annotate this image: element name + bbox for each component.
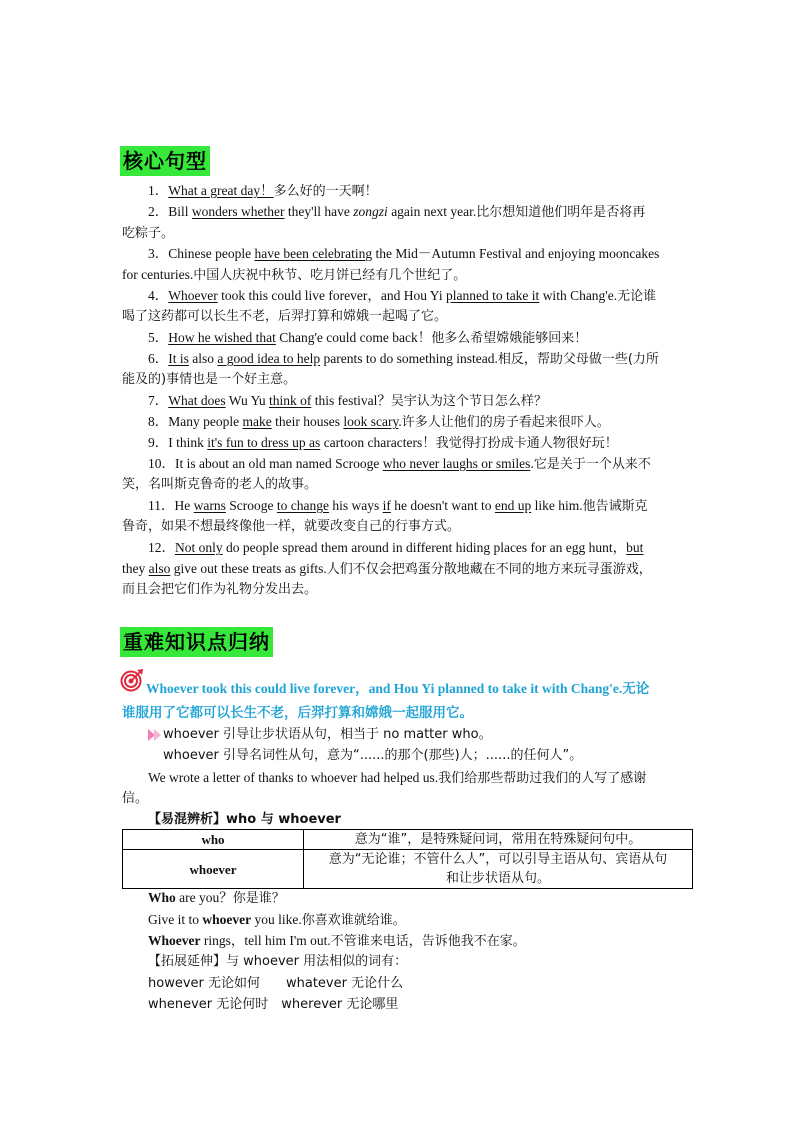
sentence-3: 3．Chinese people have been celebrating the Mid－Autumn Festival and enjoying mooncakes [148,246,660,261]
sentence-10: 10．It is about an old man named Scrooge who never laughs or smiles.它是关于一个从来不 [148,456,651,472]
extend-row-1: however 无论如何 whatever 无论什么 [148,976,404,991]
sentence-3-cont: for centuries.中国人庆祝中秋节、吃月饼已经有几个世纪了。 [122,267,467,283]
sentence-5: 5．How he wished that Chang'e could come back！他多么希望嫦娥能够回来！ [148,330,588,346]
table-cell-desc: 意为“无论谁；不管什么人”，可以引导主语从句、宾语从句 和让步状语从句。 [304,850,693,889]
example-whoever-1: Give it to whoever you like.你喜欢谁就给谁。 [148,912,406,928]
section-heading-key-points: 重难知识点归纳 [120,627,273,657]
section-heading-core-sentences: 核心句型 [120,146,210,176]
sentence-8: 8．Many people make their houses look scary.许多人让他们的房子看起来很吓人。 [148,414,610,430]
sentence-6: 6．It is also a good idea to help parents to do something instead.相反，帮助父母做一些(力所 [148,351,659,367]
sentence-4: 4．Whoever took this could live forever，and Hou Yi planned to take it with Chang'e.无论谁 [148,288,657,304]
note-nominal: whoever 引导名词性从句，意为“......的那个(那些)人；......的任何人”。 [163,748,583,763]
compare-title: 【易混辨析】who 与 whoever [148,812,341,827]
sentence-2-cont: 吃粽子。 [122,226,175,241]
sentence-10-cont: 笑，名叫斯克鲁奇的老人的故事。 [122,477,318,492]
target-icon [120,668,144,692]
arrow-icon [148,728,162,742]
sentence-12-cont: they also give out these treats as gifts.人们不仅会把鸡蛋分散地藏在不同的地方来玩寻蛋游戏， [122,561,652,577]
sentence-12-cont2: 而且会把它们作为礼物分发出去。 [122,582,318,597]
sentence-12: 12．Not only do people spread them around in different hiding places for an egg hunt，but [148,540,644,555]
sentence-11-cont: 鲁奇，如果不想最终像他一样，就要改变自己的行事方式。 [122,519,461,534]
table-row [123,850,693,889]
extend-title: 【拓展延伸】与 whoever 用法相似的词有： [148,954,408,969]
table-cell-word: who [123,830,304,850]
key-sentence: Whoever took this could live forever，and Hou Yi planned to take it with Chang'e.无论 [146,681,650,697]
sentence-4-cont: 喝了这药都可以长生不老，后羿打算和嫦娥一起喝了它。 [122,309,448,324]
table-cell-desc: 意为“谁”，是特殊疑问词，常用在特殊疑问句中。 [304,830,693,850]
example-sentence: We wrote a letter of thanks to whoever had helped us.我们给那些帮助过我们的人写了感谢 [148,770,647,786]
compare-table [122,829,693,889]
example-sentence-cont: 信。 [122,791,149,806]
sentence-7: 7．What does Wu Yu think of this festival？吴宇认为这个节日怎么样？ [148,393,547,409]
sentence-6-cont: 能及的)事情也是一个好主意。 [122,372,297,387]
example-who: Who are you？你是谁？ [148,890,285,906]
sentence-1: 1．What a great day！多么好的一天啊！ [148,183,378,199]
extend-row-2: whenever 无论何时 wherever 无论哪里 [148,997,399,1012]
sentence-2: 2．Bill wonders whether they'll have zongzi again next year.比尔想知道他们明年是否将再 [148,204,646,220]
table-row [123,830,693,850]
table-cell-word: whoever [123,850,304,889]
key-sentence-cont: 谁服用了它都可以长生不老，后羿打算和嫦娥一起服用它。 [122,705,473,721]
sentence-9: 9．I think it's fun to dress up as cartoon characters！我觉得打扮成卡通人物很好玩！ [148,435,618,451]
note-concession: whoever 引导让步状语从句，相当于 no matter who。 [163,727,492,742]
sentence-11: 11．He warns Scrooge to change his ways if he doesn't want to end up like him.他告诫斯克 [148,498,648,514]
example-whoever-2: Whoever rings，tell him I'm out.不管谁来电话，告诉他我不在家。 [148,933,526,949]
